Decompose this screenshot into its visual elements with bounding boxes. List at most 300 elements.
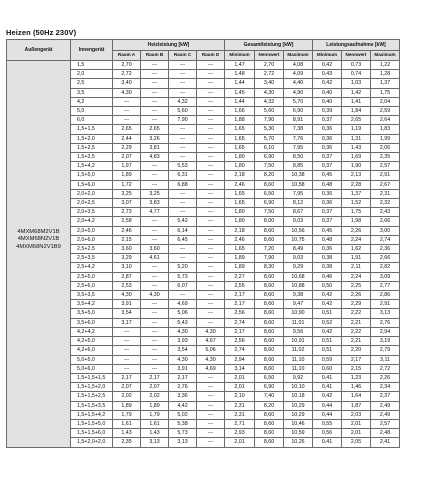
value-cell: 4,40	[284, 79, 313, 88]
value-cell: 9,47	[284, 300, 313, 309]
value-cell: 1,22	[371, 61, 400, 70]
value-cell: 0,42	[313, 291, 342, 300]
value-cell: ---	[169, 189, 197, 198]
value-cell: ---	[197, 171, 225, 180]
value-cell: 8,60	[255, 291, 284, 300]
value-cell: 8,60	[255, 355, 284, 364]
value-cell: 0,52	[313, 318, 342, 327]
model-cell-empty	[7, 392, 71, 401]
innengeraet-cell: 4,2+4,2	[71, 327, 113, 336]
value-cell: 8,60	[255, 180, 284, 189]
table-row	[7, 410, 400, 419]
value-cell: 7,95	[284, 189, 313, 198]
col-header-gesamt-nennwert: Nennwert	[255, 51, 284, 61]
value-cell: ---	[113, 107, 141, 116]
value-cell: ---	[197, 162, 225, 171]
value-cell: 5,42	[169, 217, 197, 226]
table-row	[7, 162, 400, 171]
value-cell: 8,60	[255, 226, 284, 235]
value-cell: 4,30	[169, 327, 197, 336]
table-row	[7, 401, 400, 410]
table-row	[7, 383, 400, 392]
value-cell: 2,01	[225, 373, 255, 382]
innengeraet-cell: 1,5+4,2	[71, 162, 113, 171]
value-cell: ---	[169, 245, 197, 254]
value-cell: 2,70	[113, 61, 141, 70]
model-cell-empty	[7, 217, 71, 226]
value-cell: 2,82	[371, 263, 400, 272]
value-cell: ---	[169, 88, 197, 97]
value-cell: 0,40	[313, 97, 342, 106]
value-cell: 2,37	[371, 392, 400, 401]
value-cell: ---	[113, 116, 141, 125]
value-cell: 2,02	[141, 392, 169, 401]
value-cell: ---	[141, 217, 169, 226]
value-cell: ---	[113, 364, 141, 373]
value-cell: 4,30	[197, 355, 225, 364]
model-cell-empty	[7, 410, 71, 419]
value-cell: ---	[197, 180, 225, 189]
value-cell: 0,55	[313, 419, 342, 428]
value-cell: ---	[141, 97, 169, 106]
value-cell: 10,91	[284, 337, 313, 346]
model-cell-empty	[7, 327, 71, 336]
col-header-aussengeraet: Außengerät	[7, 40, 71, 61]
value-cell: 0,44	[313, 401, 342, 410]
value-cell: 9,03	[284, 217, 313, 226]
value-cell: 2,73	[113, 208, 141, 217]
value-cell: ---	[197, 107, 225, 116]
value-cell: 0,36	[313, 143, 342, 152]
value-cell: 1,44	[225, 79, 255, 88]
value-cell: 2,87	[113, 272, 141, 281]
value-cell: 2,35	[371, 153, 400, 162]
value-cell: 0,59	[313, 355, 342, 364]
value-cell: 2,43	[371, 208, 400, 217]
value-cell: ---	[141, 346, 169, 355]
value-cell: ---	[141, 171, 169, 180]
innengeraet-cell: 1,5+1,5+5,0	[71, 419, 113, 428]
value-cell: 4,77	[141, 208, 169, 217]
value-cell: 0,38	[313, 254, 342, 263]
value-cell: 6,90	[255, 199, 284, 208]
value-cell: 8,60	[255, 419, 284, 428]
table-row	[7, 61, 400, 70]
value-cell: 1,41	[342, 97, 371, 106]
value-cell: 4,69	[169, 300, 197, 309]
col-header-innengeraet: Innengerät	[71, 40, 113, 61]
table-row	[7, 281, 400, 290]
value-cell: 0,36	[313, 125, 342, 134]
value-cell: 0,51	[313, 337, 342, 346]
value-cell: 2,74	[225, 346, 255, 355]
value-cell: 0,37	[313, 162, 342, 171]
value-cell: 2,41	[371, 438, 400, 447]
value-cell: ---	[169, 254, 197, 263]
model-cell-empty	[7, 309, 71, 318]
value-cell: ---	[141, 355, 169, 364]
value-cell: 2,56	[225, 309, 255, 318]
value-cell: 1,64	[342, 392, 371, 401]
col-header-gesamt-maximum: Maximum	[284, 51, 313, 61]
value-cell: 5,38	[169, 419, 197, 428]
value-cell: ---	[197, 70, 225, 79]
value-cell: 2,18	[225, 171, 255, 180]
table-row	[7, 134, 400, 143]
table-row	[7, 429, 400, 438]
value-cell: 1,61	[141, 419, 169, 428]
value-cell: ---	[197, 392, 225, 401]
value-cell: ---	[141, 318, 169, 327]
value-cell: 1,69	[342, 153, 371, 162]
value-cell: 4,90	[284, 88, 313, 97]
innengeraet-cell: 2,0+3,5	[71, 208, 113, 217]
value-cell: 1,43	[141, 429, 169, 438]
table-row	[7, 153, 400, 162]
value-cell: 2,17	[342, 355, 371, 364]
value-cell: 1,28	[371, 70, 400, 79]
value-cell: ---	[141, 88, 169, 97]
value-cell: 4,30	[197, 327, 225, 336]
table-row	[7, 107, 400, 116]
value-cell: 2,57	[371, 419, 400, 428]
model-cell-empty	[7, 70, 71, 79]
value-cell: 3,07	[113, 199, 141, 208]
table-row	[7, 180, 400, 189]
value-cell: 8,60	[255, 272, 284, 281]
value-cell: 0,48	[313, 235, 342, 244]
value-cell: 5,70	[284, 97, 313, 106]
col-header-gesamt-minimum: Minimum	[225, 51, 255, 61]
value-cell: 0,41	[313, 438, 342, 447]
value-cell: ---	[197, 401, 225, 410]
value-cell: 6,10	[255, 143, 284, 152]
value-cell: 4,30	[113, 291, 141, 300]
value-cell: 5,73	[169, 429, 197, 438]
value-cell: 4,08	[284, 61, 313, 70]
value-cell: 2,29	[113, 143, 141, 152]
value-cell: 2,36	[371, 245, 400, 254]
value-cell: 1,62	[342, 245, 371, 254]
innengeraet-cell: 1,5+1,5	[71, 125, 113, 134]
table-row	[7, 189, 400, 198]
value-cell: 2,77	[371, 281, 400, 290]
value-cell: 2,27	[225, 272, 255, 281]
value-cell: 2,02	[113, 392, 141, 401]
value-cell: 11,10	[284, 355, 313, 364]
value-cell: 0,37	[313, 208, 342, 217]
page-title: Heizen (50Hz 230V)	[6, 28, 77, 37]
value-cell: 8,60	[255, 235, 284, 244]
value-cell: 3,09	[371, 272, 400, 281]
value-cell: 10,10	[284, 383, 313, 392]
heating-performance-table	[6, 39, 400, 448]
value-cell: ---	[141, 79, 169, 88]
model-name: 4MXM68M2V1B	[17, 228, 60, 235]
value-cell: 8,60	[255, 337, 284, 346]
table-row	[7, 355, 400, 364]
value-cell: 2,72	[255, 70, 284, 79]
value-cell: 3,29	[113, 254, 141, 263]
value-cell: 6,14	[169, 226, 197, 235]
value-cell: 3,10	[113, 263, 141, 272]
col-header-raum-a: Raum A	[113, 51, 141, 61]
value-cell: 2,26	[342, 291, 371, 300]
value-cell: 2,56	[225, 337, 255, 346]
model-cell-empty	[7, 383, 71, 392]
value-cell: 2,04	[371, 97, 400, 106]
value-cell: 1,97	[113, 162, 141, 171]
value-cell: ---	[141, 327, 169, 336]
model-cell-empty	[7, 162, 71, 171]
value-cell: 11,02	[284, 346, 313, 355]
value-cell: 2,01	[342, 419, 371, 428]
model-cell-empty	[7, 300, 71, 309]
value-cell: 2,35	[113, 438, 141, 447]
table-row	[7, 263, 400, 272]
model-cell-empty	[7, 373, 71, 382]
value-cell: 9,03	[284, 254, 313, 263]
innengeraet-cell: 1,5+1,5+3,5	[71, 401, 113, 410]
value-cell: 2,18	[225, 226, 255, 235]
value-cell: 1,83	[371, 125, 400, 134]
value-cell: 1,75	[342, 208, 371, 217]
col-header-gesamtleistung: Gesamtleistung [kW]	[225, 40, 313, 51]
value-cell: 8,12	[284, 199, 313, 208]
value-cell: 4,61	[141, 254, 169, 263]
value-cell: 3,00	[371, 226, 400, 235]
value-cell: 0,40	[313, 88, 342, 97]
value-cell: 7,90	[255, 254, 284, 263]
value-cell: ---	[197, 134, 225, 143]
innengeraet-cell: 2,5+6,0	[71, 281, 113, 290]
table-row	[7, 272, 400, 281]
value-cell: 0,39	[313, 107, 342, 116]
value-cell: ---	[169, 153, 197, 162]
value-cell: 8,60	[255, 281, 284, 290]
model-cell-empty	[7, 346, 71, 355]
value-cell: 10,18	[284, 392, 313, 401]
value-cell: 6,90	[255, 153, 284, 162]
value-cell: 5,70	[255, 134, 284, 143]
value-cell: 3,17	[113, 318, 141, 327]
innengeraet-cell: 2,0+4,2	[71, 217, 113, 226]
innengeraet-cell: 1,5+1,5+4,2	[71, 410, 113, 419]
innengeraet-cell: 5,0	[71, 107, 113, 116]
innengeraet-cell: 2,0	[71, 70, 113, 79]
value-cell: 4,32	[255, 97, 284, 106]
value-cell: 0,45	[313, 171, 342, 180]
model-cell-empty	[7, 419, 71, 428]
value-cell: 2,53	[113, 281, 141, 290]
table-row	[7, 364, 400, 373]
value-cell: 2,76	[371, 318, 400, 327]
value-cell: 1,79	[113, 410, 141, 419]
innengeraet-cell: 1,5+1,5+1,5	[71, 373, 113, 382]
innengeraet-cell: 1,5+1,5+2,0	[71, 383, 113, 392]
model-cell-empty	[7, 355, 71, 364]
value-cell: 2,22	[342, 309, 371, 318]
value-cell: 4,30	[141, 291, 169, 300]
value-cell: ---	[141, 235, 169, 244]
value-cell: 1,80	[225, 217, 255, 226]
value-cell: 0,36	[313, 134, 342, 143]
innengeraet-cell: 5,0+6,0	[71, 364, 113, 373]
value-cell: 2,26	[342, 226, 371, 235]
value-cell: 8,91	[284, 116, 313, 125]
value-cell: 3,93	[169, 337, 197, 346]
innengeraet-cell: 1,5	[71, 61, 113, 70]
value-cell: 10,58	[284, 180, 313, 189]
value-cell: ---	[197, 79, 225, 88]
value-cell: 8,49	[284, 245, 313, 254]
value-cell: 2,26	[371, 373, 400, 382]
value-cell: 1,65	[225, 143, 255, 152]
innengeraet-cell: 2,5+5,0	[71, 272, 113, 281]
col-header-raum-c: Raum C	[169, 51, 197, 61]
innengeraet-cell: 1,5+2,0+2,0	[71, 438, 113, 447]
value-cell: ---	[141, 107, 169, 116]
value-cell: 1,79	[141, 410, 169, 419]
innengeraet-cell: 2,0+2,5	[71, 199, 113, 208]
value-cell: 10,26	[284, 438, 313, 447]
value-cell: 11,01	[284, 318, 313, 327]
value-cell: 3,25	[141, 189, 169, 198]
innengeraet-cell: 1,5+5,0	[71, 171, 113, 180]
header-row-top	[7, 40, 400, 51]
value-cell: 1,37	[371, 79, 400, 88]
value-cell: 1,65	[225, 199, 255, 208]
value-cell: ---	[197, 429, 225, 438]
value-cell: 9,38	[284, 291, 313, 300]
model-cell-empty	[7, 125, 71, 134]
value-cell: 2,07	[141, 383, 169, 392]
value-cell: 2,58	[113, 217, 141, 226]
innengeraet-cell: 2,0+2,0	[71, 189, 113, 198]
value-cell: 10,29	[284, 401, 313, 410]
value-cell: 0,36	[313, 245, 342, 254]
value-cell: 7,95	[284, 143, 313, 152]
value-cell: 0,74	[342, 70, 371, 79]
value-cell: 2,06	[371, 143, 400, 152]
value-cell: 3,19	[371, 337, 400, 346]
value-cell: 2,91	[371, 300, 400, 309]
value-cell: 6,88	[169, 180, 197, 189]
value-cell: 9,29	[284, 263, 313, 272]
innengeraet-cell: 1,5+1,5+6,0	[71, 429, 113, 438]
innengeraet-cell: 3,5	[71, 88, 113, 97]
innengeraet-cell: 3,5+4,2	[71, 300, 113, 309]
value-cell: 0,42	[313, 327, 342, 336]
value-cell: ---	[169, 208, 197, 217]
value-cell: 8,60	[255, 438, 284, 447]
model-cell-empty	[7, 438, 71, 447]
value-cell: 2,15	[113, 235, 141, 244]
value-cell: 10,68	[284, 272, 313, 281]
value-cell: 0,50	[313, 281, 342, 290]
value-cell: 2,65	[141, 125, 169, 134]
value-cell: ---	[197, 125, 225, 134]
table-row	[7, 116, 400, 125]
value-cell: ---	[141, 272, 169, 281]
value-cell: 3,40	[113, 79, 141, 88]
value-cell: 2,20	[342, 346, 371, 355]
table-row	[7, 309, 400, 318]
value-cell: 2,72	[371, 364, 400, 373]
value-cell: 2,64	[371, 116, 400, 125]
innengeraet-cell: 1,5+2,5	[71, 143, 113, 152]
value-cell: 0,42	[313, 61, 342, 70]
value-cell: 3,36	[169, 392, 197, 401]
value-cell: 2,65	[113, 125, 141, 134]
value-cell: 1,52	[342, 199, 371, 208]
innengeraet-cell: 1,5+3,5	[71, 153, 113, 162]
value-cell: 0,42	[313, 392, 342, 401]
value-cell: 3,60	[141, 245, 169, 254]
value-cell: 10,90	[284, 309, 313, 318]
value-cell: 0,60	[313, 364, 342, 373]
value-cell: 1,31	[342, 134, 371, 143]
value-cell: 2,91	[371, 171, 400, 180]
value-cell: 2,70	[255, 61, 284, 70]
value-cell: 2,74	[371, 235, 400, 244]
value-cell: 5,02	[169, 410, 197, 419]
value-cell: 3,91	[113, 300, 141, 309]
table-row	[7, 254, 400, 263]
value-cell: 2,46	[113, 226, 141, 235]
value-cell: ---	[197, 217, 225, 226]
value-cell: ---	[113, 337, 141, 346]
value-cell: 1,89	[113, 171, 141, 180]
value-cell: 1,89	[113, 401, 141, 410]
value-cell: 5,30	[255, 125, 284, 134]
value-cell: 4,09	[284, 70, 313, 79]
value-cell: 8,60	[255, 346, 284, 355]
value-cell: 6,90	[284, 107, 313, 116]
value-cell: 0,48	[313, 180, 342, 189]
table-row	[7, 97, 400, 106]
value-cell: 7,50	[255, 162, 284, 171]
innengeraet-cell: 2,0+6,0	[71, 235, 113, 244]
model-cell-empty	[7, 88, 71, 97]
table-row	[7, 327, 400, 336]
value-cell: ---	[197, 318, 225, 327]
value-cell: ---	[197, 254, 225, 263]
value-cell: 1,65	[225, 245, 255, 254]
value-cell: 2,31	[225, 401, 255, 410]
value-cell: 1,91	[342, 254, 371, 263]
value-cell: 1,90	[342, 162, 371, 171]
model-cell-empty	[7, 116, 71, 125]
value-cell: 6,50	[255, 189, 284, 198]
value-cell: 3,13	[169, 438, 197, 447]
value-cell: 8,60	[255, 429, 284, 438]
col-header-aufnahme-minimum: Minimum	[313, 51, 342, 61]
value-cell: ---	[141, 226, 169, 235]
value-cell: 0,41	[313, 383, 342, 392]
value-cell: 2,10	[225, 392, 255, 401]
innengeraet-cell: 2,5+4,2	[71, 263, 113, 272]
value-cell: 2,01	[225, 383, 255, 392]
value-cell: ---	[141, 337, 169, 346]
value-cell: ---	[197, 97, 225, 106]
value-cell: 2,21	[342, 318, 371, 327]
value-cell: 0,42	[313, 79, 342, 88]
model-cell-empty	[7, 429, 71, 438]
value-cell: 8,85	[284, 162, 313, 171]
value-cell: 0,43	[313, 70, 342, 79]
value-cell: 11,10	[284, 364, 313, 373]
